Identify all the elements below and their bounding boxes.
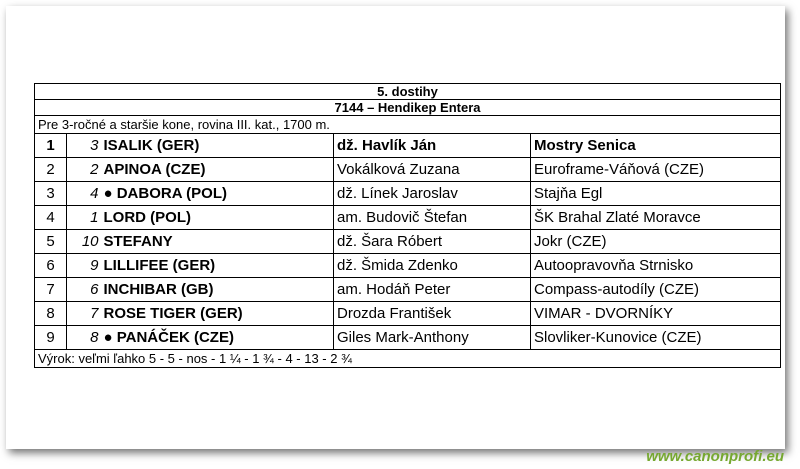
start-number: 6	[67, 278, 102, 302]
watermark: www.canonprofi.eu	[646, 448, 784, 465]
finish-position: 9	[35, 326, 67, 350]
race-results-table	[34, 83, 781, 368]
table-row	[35, 302, 781, 326]
jockey-name: am. Budovič Štefan	[334, 206, 531, 230]
owner-stable: Jokr (CZE)	[531, 230, 781, 254]
horse-name: APINOA (CZE)	[102, 158, 334, 182]
start-number: 9	[67, 254, 102, 278]
owner-stable: VIMAR - DVORNÍKY	[531, 302, 781, 326]
start-number: 7	[67, 302, 102, 326]
jockey-name: Drozda František	[334, 302, 531, 326]
table-row	[35, 230, 781, 254]
start-number: 8	[67, 326, 102, 350]
jockey-name: dž. Línek Jaroslav	[334, 182, 531, 206]
race-verdict: Výrok: veľmi ľahko 5 - 5 - nos - 1 ¼ - 1 ¾ - 4 - 13 - 2 ¾	[35, 350, 781, 368]
race-conditions: Pre 3-ročné a staršie kone, rovina III. kat., 1700 m.	[35, 116, 781, 134]
owner-stable: Mostry Senica	[531, 134, 781, 158]
owner-stable: Euroframe-Váňová (CZE)	[531, 158, 781, 182]
finish-position: 8	[35, 302, 67, 326]
jockey-name: Vokálková Zuzana	[334, 158, 531, 182]
start-number: 1	[67, 206, 102, 230]
owner-stable: Stajňa Egl	[531, 182, 781, 206]
horse-name: LILLIFEE (GER)	[102, 254, 334, 278]
start-number: 4	[67, 182, 102, 206]
owner-stable: ŠK Brahal Zlaté Moravce	[531, 206, 781, 230]
table-row	[35, 278, 781, 302]
horse-name: LORD (POL)	[102, 206, 334, 230]
horse-name: ● PANÁČEK (CZE)	[102, 326, 334, 350]
race-title: 5. dostihy	[35, 84, 781, 100]
jockey-name: am. Hodáň Peter	[334, 278, 531, 302]
table-row	[35, 182, 781, 206]
table-row	[35, 158, 781, 182]
table-row	[35, 206, 781, 230]
finish-position: 7	[35, 278, 67, 302]
finish-position: 2	[35, 158, 67, 182]
table-row	[35, 326, 781, 350]
owner-stable: Compass-autodíly (CZE)	[531, 278, 781, 302]
start-number: 2	[67, 158, 102, 182]
owner-stable: Autoopravovňa Strnisko	[531, 254, 781, 278]
race-subtitle: 7144 – Hendikep Entera	[35, 100, 781, 116]
document-page	[6, 6, 785, 449]
finish-position: 1	[35, 134, 67, 158]
finish-position: 6	[35, 254, 67, 278]
finish-position: 5	[35, 230, 67, 254]
horse-name: INCHIBAR (GB)	[102, 278, 334, 302]
finish-position: 3	[35, 182, 67, 206]
table-row	[35, 254, 781, 278]
start-number: 3	[67, 134, 102, 158]
horse-name: ● DABORA (POL)	[102, 182, 334, 206]
jockey-name: dž. Šara Róbert	[334, 230, 531, 254]
horse-name: ROSE TIGER (GER)	[102, 302, 334, 326]
owner-stable: Slovliker-Kunovice (CZE)	[531, 326, 781, 350]
finish-position: 4	[35, 206, 67, 230]
horse-name: STEFANY	[102, 230, 334, 254]
horse-name: ISALIK (GER)	[102, 134, 334, 158]
start-number: 10	[67, 230, 102, 254]
table-row	[35, 134, 781, 158]
jockey-name: dž. Šmida Zdenko	[334, 254, 531, 278]
jockey-name: dž. Havlík Ján	[334, 134, 531, 158]
jockey-name: Giles Mark-Anthony	[334, 326, 531, 350]
